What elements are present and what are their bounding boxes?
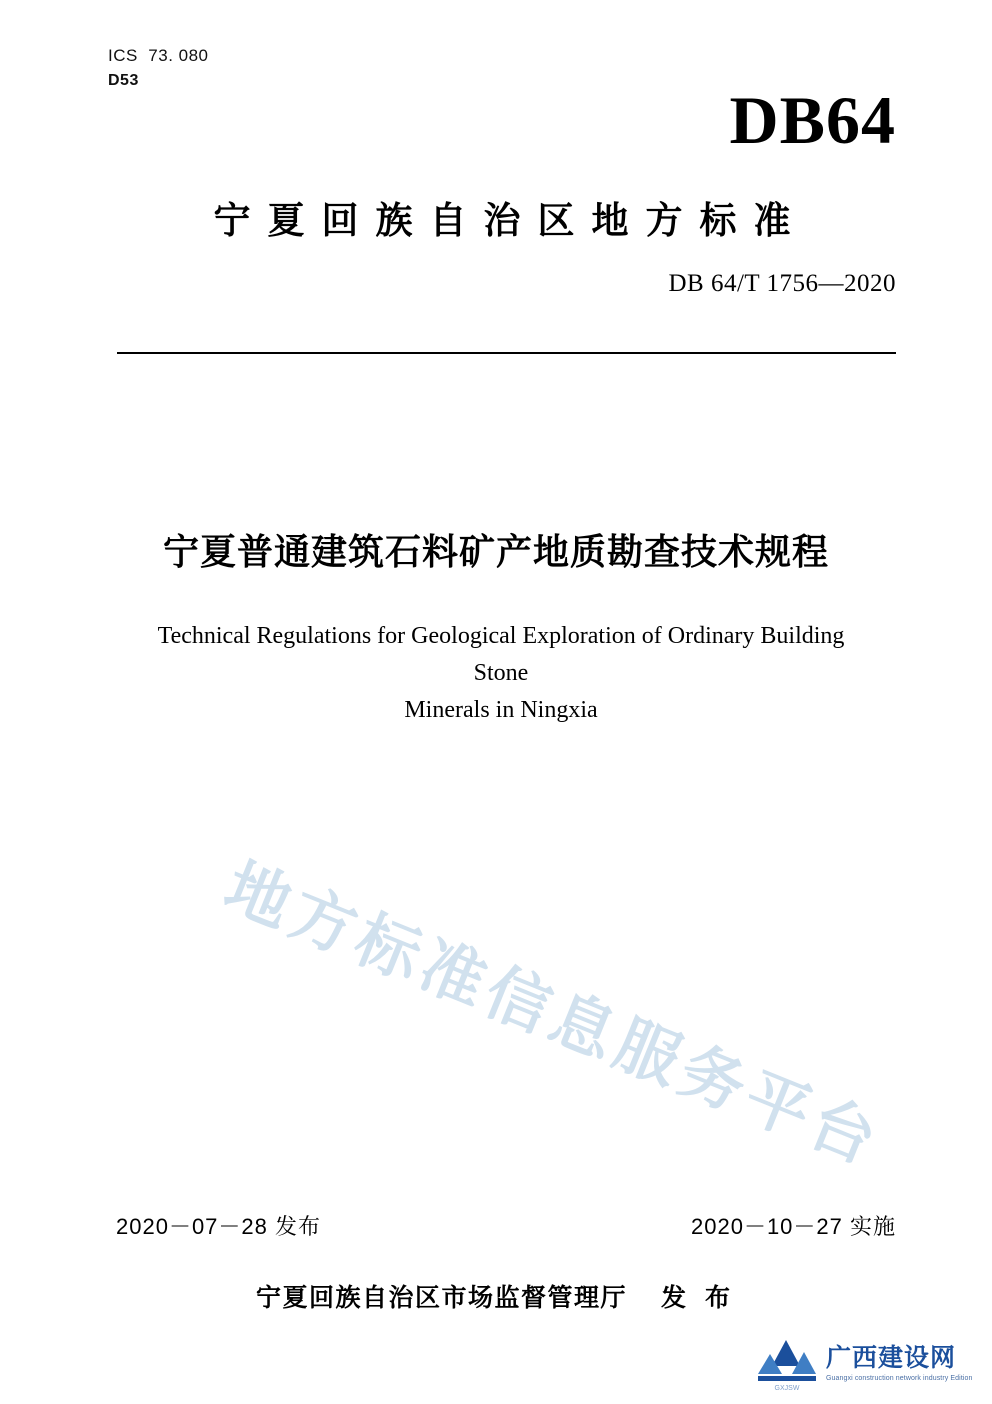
watermark-text: 地方标准信息服务平台 xyxy=(215,849,892,1179)
site-logo-text xyxy=(826,1345,973,1383)
standard-mark: DB64 xyxy=(729,82,896,158)
standard-number: DB 64/T 1756—2020 xyxy=(668,270,896,297)
mountain-logo-icon xyxy=(756,1336,818,1392)
standard-org-title: 宁夏回族自治区地方标准 xyxy=(213,200,808,241)
issue-date: 2020－07－28 发布 xyxy=(116,1214,321,1239)
publisher-name: 宁夏回族自治区市场监督管理厅 xyxy=(256,1284,628,1312)
ics-block xyxy=(108,44,209,92)
document-title-en xyxy=(130,618,872,730)
publisher-line xyxy=(0,1278,992,1314)
site-logo xyxy=(756,1333,984,1395)
document-title-cn: 宁夏普通建筑石料矿产地质勘查技术规程 xyxy=(162,531,829,572)
header-divider xyxy=(117,352,896,354)
svg-text:GXJSW: GXJSW xyxy=(774,1385,800,1392)
document-title-en-line2: Minerals in Ningxia xyxy=(404,697,598,724)
site-logo-name-en: Guangxi construction network industry Edition xyxy=(826,1375,973,1383)
implement-date: 2020－10－27 实施 xyxy=(691,1214,896,1239)
site-logo-name-cn: 广西建设网 xyxy=(826,1343,957,1372)
document-title-en-line1: Technical Regulations for Geological Exploration of Ordinary Building Stone xyxy=(157,623,845,687)
ics-code: ICS 73. 080 xyxy=(108,46,209,65)
publish-label: 发 布 xyxy=(661,1284,736,1312)
classification-code: D53 xyxy=(108,71,139,89)
